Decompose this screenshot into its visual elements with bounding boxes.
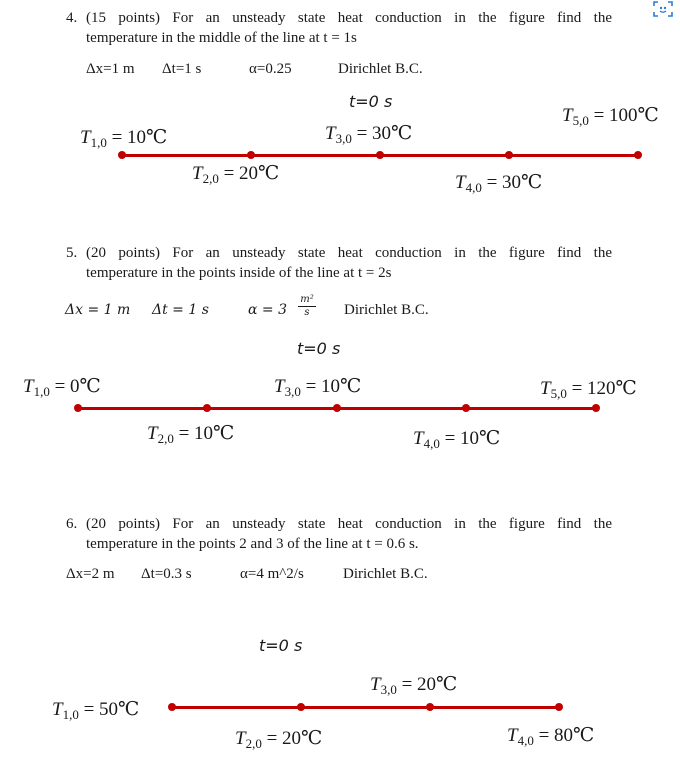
temp-label-3: $T_{3,0}$ = 10℃ xyxy=(274,376,362,399)
problem-text-line: temperature in the points 2 and 3 of the line at t = 0.6 s. xyxy=(86,536,419,552)
temp-label-2: $T_{2,0}$ = 20℃ xyxy=(192,163,280,186)
node-point xyxy=(376,151,384,159)
problem-number: 4. xyxy=(66,10,78,26)
node-point xyxy=(333,404,341,412)
node-point xyxy=(505,151,513,159)
screen-capture-icon[interactable] xyxy=(652,0,674,18)
problem-text-line: temperature in the middle of the line at t = 1s xyxy=(86,30,357,46)
param-dt: Δt=0.3 s xyxy=(141,566,192,582)
temp-label-4: $T_{4,0}$ = 10℃ xyxy=(413,428,501,451)
param-dx: Δx=1 m xyxy=(86,61,135,77)
param-alpha-denominator: s xyxy=(304,307,310,318)
rod-line xyxy=(172,706,559,709)
node-point xyxy=(247,151,255,159)
time-label: t=0 s xyxy=(297,339,341,358)
node-point xyxy=(118,151,126,159)
problem-text-line: (20 points) For an unsteady state heat conduction in the figure find the xyxy=(86,245,612,261)
param-dx: Δx = 1 m xyxy=(65,302,131,318)
param-alpha-numerator: m² xyxy=(298,294,316,307)
problem-text-line: temperature in the points inside of the line at t = 2s xyxy=(86,265,392,281)
param-dt: Δt=1 s xyxy=(162,61,202,77)
temp-label-2: $T_{2,0}$ = 10℃ xyxy=(147,423,235,446)
problem-number: 6. xyxy=(66,516,78,532)
param-alpha: α=4 m^2/s xyxy=(240,566,304,582)
node-point xyxy=(168,703,176,711)
node-point xyxy=(634,151,642,159)
problem-text xyxy=(86,514,612,554)
temp-label-5: $T_{5,0}$ = 120℃ xyxy=(540,378,637,401)
param-bc: Dirichlet B.C. xyxy=(343,566,428,582)
problem-text xyxy=(86,243,612,283)
param-dx: Δx=2 m xyxy=(66,566,115,582)
problem-number: 5. xyxy=(66,245,78,261)
node-point xyxy=(426,703,434,711)
temp-label-3: $T_{3,0}$ = 30℃ xyxy=(325,123,413,146)
node-point xyxy=(203,404,211,412)
temp-label-3: $T_{3,0}$ = 20℃ xyxy=(370,674,458,697)
node-point xyxy=(297,703,305,711)
temp-label-4: $T_{4,0}$ = 30℃ xyxy=(455,172,543,195)
param-alpha: α=0.25 xyxy=(249,61,292,77)
param-alpha: α = 3 xyxy=(248,302,287,318)
node-point xyxy=(462,404,470,412)
temp-label-4: $T_{4,0}$ = 80℃ xyxy=(507,725,595,748)
problem-text-line: (15 points) For an unsteady state heat conduction in the figure find the xyxy=(86,10,612,26)
param-dt: Δt = 1 s xyxy=(152,302,209,318)
temp-label-1: $T_{1,0}$ = 50℃ xyxy=(52,699,140,722)
time-label: t=0 s xyxy=(259,636,303,655)
temp-label-5: $T_{5,0}$ = 100℃ xyxy=(562,105,659,128)
time-label: t=0 s xyxy=(349,92,393,111)
node-point xyxy=(555,703,563,711)
node-point xyxy=(592,404,600,412)
param-bc: Dirichlet B.C. xyxy=(338,61,423,77)
temp-label-2: $T_{2,0}$ = 20℃ xyxy=(235,728,323,751)
node-point xyxy=(74,404,82,412)
param-bc: Dirichlet B.C. xyxy=(344,302,429,318)
problem-text xyxy=(86,8,612,48)
temp-label-1: $T_{1,0}$ = 0℃ xyxy=(23,376,101,399)
temp-label-1: $T_{1,0}$ = 10℃ xyxy=(80,127,168,150)
problem-text-line: (20 points) For an unsteady state heat conduction in the figure find the xyxy=(86,516,612,532)
